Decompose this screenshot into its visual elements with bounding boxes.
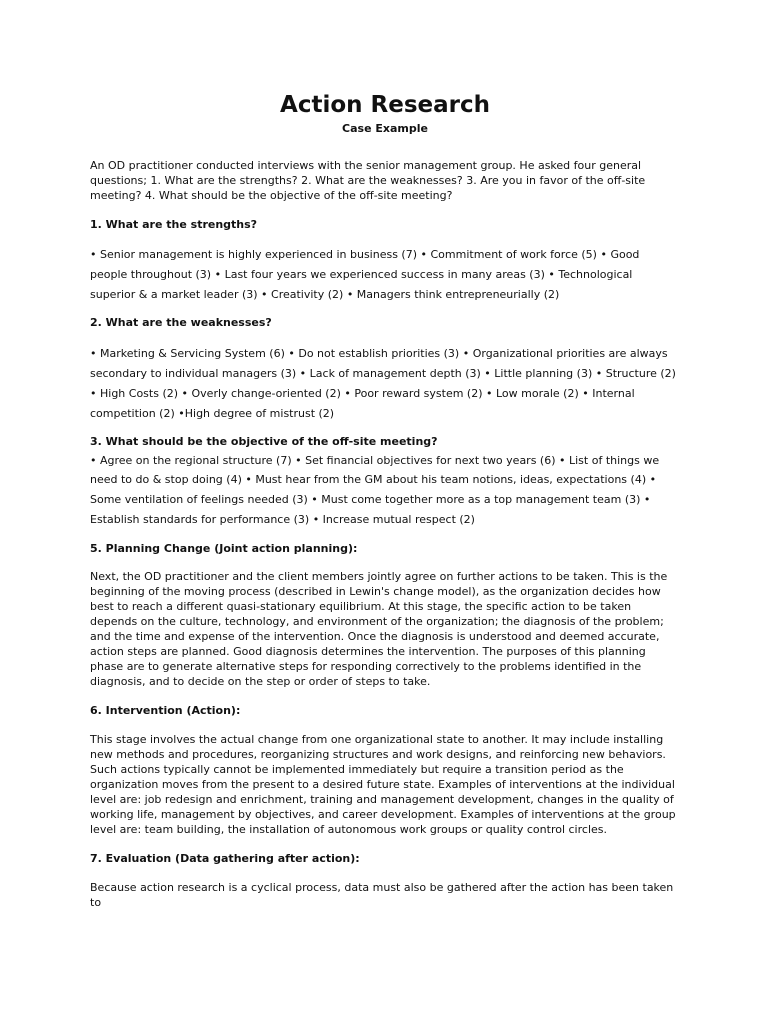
page-title: Action Research <box>280 92 490 118</box>
section-heading-weaknesses: 2. What are the weaknesses? <box>90 316 272 330</box>
section-heading-evaluation: 7. Evaluation (Data gathering after action): <box>90 851 360 865</box>
section-heading-planning-change: 5. Planning Change (Joint action planning): <box>90 541 358 555</box>
section-heading-objective: 3. What should be the objective of the off-site meeting? <box>90 434 438 448</box>
intervention-paragraph: This stage involves the actual change from one organizational state to another. It may include installing new methods and procedures, reorganizing structures and work designs, and reinforcing new behaviors. Such actions typically cannot be implemented immediately but require a transition period as the organization moves from the present to a desired future state. Examples of interventions at the individual level are: job redesign and enrichment, training and management development, changes in the quality of working life, management by objectives, and career development. Examples of interventions at the group level are: team building, the installation of autonomous work groups or quality control circles. <box>90 732 676 836</box>
planning-change-paragraph: Next, the OD practitioner and the client members jointly agree on further actions to be taken. This is the beginning of the moving process (described in Lewin's change model), as the organization decides how best to reach a different quasi-stationary equilibrium. At this stage, the specific action to be taken depends on the culture, technology, and environment of the organization; the diagnosis of the problem; and the time and expense of the intervention. Once the diagnosis is understood and deemed accurate, action steps are planned. Good diagnosis determines the intervention. The purposes of this planning phase are to generate alternative steps for responding correctively to the problems identified in the diagnosis, and to decide on the step or order of steps to take. <box>90 569 668 688</box>
strengths-list: • Senior management is highly experienced in business (7) • Commitment of work force (5) • Good people throughout (3) • Last four years we experienced success in many areas (3) • Technological superior & a market leader (3) • Creativity (2) • Managers think entrepreneurially (2) <box>90 248 640 301</box>
document-page <box>90 88 680 910</box>
objective-list: • Agree on the regional structure (7) • Set financial objectives for next two years (6) • List of things we need to do & stop doing (4) • Must hear from the GM about his team notions, ideas, expectations (4) • Some ventilation of feelings needed (3) • Must come together more as a top management team (3) • Establish standards for performance (3) • Increase mutual respect (2) <box>90 453 660 526</box>
section-heading-intervention: 6. Intervention (Action): <box>90 703 241 717</box>
weaknesses-list: • Marketing & Servicing System (6) • Do not establish priorities (3) • Organizational priorities are always secondary to individual managers (3) • Lack of management depth (3) • Little planning (3) • Structure (2) • High Costs (2) • Overly change-oriented (2) • Poor reward system (2) • Low morale (2) • Internal competition (2) •High degree of mistrust (2) <box>90 347 676 420</box>
page-subtitle: Case Example <box>342 122 428 135</box>
intro-paragraph: An OD practitioner conducted interviews with the senior management group. He asked four general questions; 1. What are the strengths? 2. What are the weaknesses? 3. Are you in favor of the off-site meeting? 4. What should be the objective of the off-site meeting? <box>90 159 646 202</box>
section-heading-strengths: 1. What are the strengths? <box>90 218 258 231</box>
evaluation-paragraph: Because action research is a cyclical process, data must also be gathered after the action has been taken to <box>90 880 674 909</box>
